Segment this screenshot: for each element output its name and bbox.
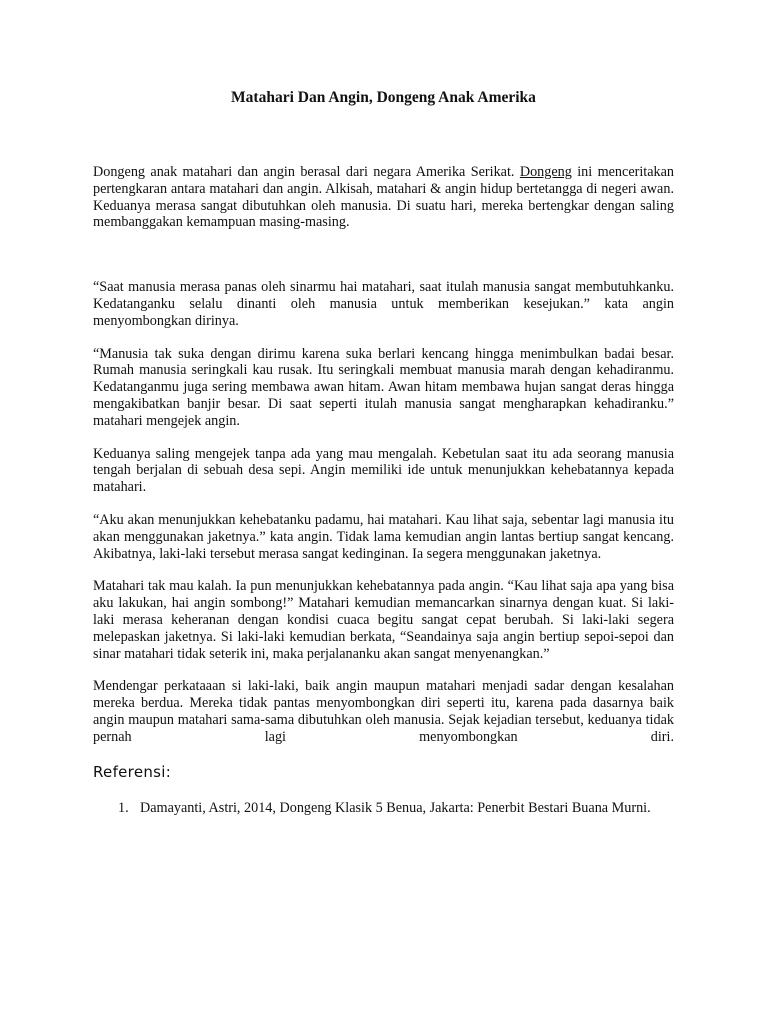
document-title: Matahari Dan Angin, Dongeng Anak Amerika	[231, 89, 536, 106]
spacer	[93, 496, 674, 512]
reference-number: 1.	[118, 799, 129, 816]
reference-item	[118, 800, 674, 817]
spacer	[93, 330, 674, 346]
story-paragraph-1: “Saat manusia merasa panas oleh sinarmu hai matahari, saat itulah manusia sangat membutuhkanku. Kedatanganku selalu dinanti oleh manusia untuk memberikan kesejukan.” kata angin menyombongkan dirinya.	[93, 279, 674, 329]
intro-text-after-link: ini menceritakan pertengkaran antara matahari dan angin. Alkisah, matahari & angin hidup bertetangga di negeri awan. Keduanya merasa sangat dibutuhkan oleh manusia. Di suatu hari, mereka bertengkar dengan saling membanggakan kemampuan masing-masing.	[93, 164, 675, 231]
references-heading: Referensi:	[93, 762, 172, 781]
dongeng-link[interactable]: Dongeng	[519, 164, 572, 180]
story-paragraph-4: “Aku akan menunjukkan kehebatanku padamu, hai matahari. Kau lihat saja, sebentar lagi manusia itu akan menggunakan jaketnya.” kata angin. Tidak lama kemudian angin lantas bertiup sangat kencang. Akibatnya, laki-laki tersebut merasa sangat kedinginan. Ia segera menggunakan jaketnya.	[93, 511, 674, 562]
spacer	[93, 662, 674, 678]
story-paragraph-6: Mendengar perkataaan si laki-laki, baik angin maupun matahari menjadi sadar dengan kesalahan mereka berdua. Mereka tidak pantas menyombongkan diri seperti itu, karena pada dasarnya baik angin maupun matahari sama-sama dibutuhkan oleh manusia. Sejak kejadian tersebut, keduanya tidak pernah lagi menyombongkan diri.	[93, 678, 674, 745]
spacer	[93, 430, 674, 446]
story-paragraph-5: Matahari tak mau kalah. Ia pun menunjukkan kehebatannya pada angin. “Kau lihat saja apa yang bisa aku lakukan, hai angin sombong!” Matahari kemudian memancarkan sinarnya dengan kuat. Si laki-laki merasa keheranan dengan kondisi cuaca begitu sangat cepat berubah. Si laki-laki segera melepaskan jaketnya. Si laki-laki kemudian berkata, “Seandainya saja angin bertiup sepoi-sepoi dan sinar matahari tidak seterik ini, maka perjalananku akan sangat menyenangkan.”	[93, 578, 674, 662]
spacer	[93, 562, 674, 578]
intro-paragraph	[93, 164, 674, 231]
story-paragraph-2: “Manusia tak suka dengan dirimu karena suka berlari kencang hingga menimbulkan badai besar. Rumah manusia seringkali kau rusak. Itu seringkali membuat manusia marah dengan kehadiranmu. Kedatanganmu juga sering membawa awan hitam. Awan hitam membawa hujan sangat deras hingga mengakibatkan banjir besar. Di saat seperti itulah manusia sangat mengharapkan kehadiranku.” matahari mengejek angin.	[93, 345, 674, 429]
spacer	[93, 231, 674, 279]
reference-text: Damayanti, Astri, 2014, Dongeng Klasik 5 Benua, Jakarta: Penerbit Bestari Buana Murni.	[140, 799, 651, 816]
intro-text-before-link: Dongeng anak matahari dan angin berasal dari negara Amerika Serikat.	[93, 164, 520, 180]
references-list	[93, 800, 674, 817]
story-paragraph-3: Keduanya saling mengejek tanpa ada yang mau mengalah. Kebetulan saat itu ada seorang manusia tengah berjalan di sebuah desa sepi. Angin memiliki ide untuk menunjukkan kehebatannya kepada matahari.	[93, 445, 674, 496]
